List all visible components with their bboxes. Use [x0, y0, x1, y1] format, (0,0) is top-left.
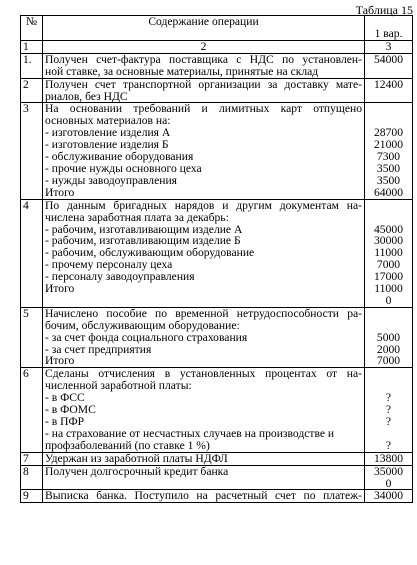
description-line — [45, 478, 362, 490]
value-line: 7300 — [376, 150, 401, 164]
row-number: 1. — [21, 53, 43, 78]
value-line: 35000 — [374, 464, 403, 478]
value-line — [367, 200, 410, 212]
value-line: 64000 — [374, 185, 403, 199]
operation-description — [43, 199, 365, 307]
variant-value — [365, 452, 413, 465]
description-line: числена заработная плата за декабрь: — [45, 210, 229, 224]
table-row — [21, 465, 413, 490]
col-number-1: 1 — [21, 40, 43, 53]
value-line: 28700 — [374, 126, 403, 140]
description-line: - прочие нужды основного цеха — [45, 161, 202, 175]
row-number: 9 — [21, 490, 43, 503]
description-line: По данным бригадных нарядов и другим документам на- — [45, 198, 362, 212]
value-line: ? — [385, 438, 392, 452]
description-line: Получен долгосрочный кредит банка — [45, 464, 229, 478]
description-line: - персоналу заводоуправления — [45, 270, 195, 284]
value-line — [367, 308, 410, 320]
table-row — [21, 103, 413, 199]
header-variant-label: 1 вар. — [374, 27, 403, 40]
value-line: 7000 — [376, 258, 401, 272]
variant-value — [365, 199, 413, 307]
value-line: ? — [385, 415, 392, 428]
description-line: - в ФОМС — [45, 403, 96, 417]
row-number: 6 — [21, 368, 43, 452]
description-line: - в ПФР — [45, 415, 85, 428]
description-line: Итого — [45, 185, 75, 199]
column-number-row — [21, 40, 413, 53]
value-line: 3500 — [376, 161, 401, 175]
description-line: - в ФСС — [45, 391, 85, 405]
value-line: 2000 — [376, 342, 401, 356]
table-row — [21, 53, 413, 78]
row-number: 7 — [21, 452, 43, 465]
operation-description — [43, 307, 365, 368]
description-line: - за счет предприятия — [45, 342, 152, 356]
row-number: 8 — [21, 465, 43, 490]
variant-value — [365, 307, 413, 368]
description-line: профзаболеваний (по ставке 1 %) — [45, 438, 210, 452]
description-line: Получен счет-фактура поставщика с НДС по установлен- — [45, 52, 362, 66]
value-line: 34000 — [374, 489, 403, 503]
table-row — [21, 307, 413, 368]
description-line: - за счет фонда социального страхования — [45, 330, 248, 344]
value-line: 7000 — [376, 354, 401, 368]
value-line: 11000 — [374, 282, 403, 296]
value-line: 30000 — [374, 234, 403, 248]
header-row — [21, 16, 413, 41]
variant-value — [365, 78, 413, 103]
description-line: - изготовление изделия А — [45, 126, 171, 140]
table-caption: Таблица 15 — [355, 3, 413, 17]
operation-description — [43, 78, 365, 103]
value-line: 0 — [385, 476, 392, 490]
variant-value — [365, 490, 413, 503]
row-number: 4 — [21, 199, 43, 307]
description-line: Удержан из заработной платы НДФЛ — [45, 451, 228, 465]
description-line: риалов, без НДС — [45, 89, 128, 103]
value-line: 17000 — [374, 270, 403, 284]
value-line: 3500 — [376, 173, 401, 187]
value-line: 5000 — [376, 330, 401, 344]
value-line: 45000 — [374, 222, 403, 236]
col-number-3: 3 — [365, 40, 413, 53]
description-line: Начислено пособие по временной нетрудоспособности ра- — [45, 306, 362, 320]
description-line: - рабочим, обслуживающим оборудование — [45, 246, 255, 260]
header-num: № — [21, 16, 43, 41]
operation-description — [43, 490, 365, 503]
value-line — [367, 212, 410, 224]
description-line: - на страхование от несчастных случаев на производстве и — [45, 426, 335, 440]
operation-description — [43, 465, 365, 490]
value-line: 13800 — [374, 451, 403, 465]
value-line: 54000 — [374, 52, 403, 66]
variant-value — [365, 53, 413, 78]
description-line: - прочему персоналу цеха — [45, 258, 173, 272]
description-line: - изготовление изделия Б — [45, 138, 169, 152]
description-line: численной заработной платы: — [45, 379, 192, 393]
description-line: - обслуживание оборудования — [45, 150, 194, 164]
operation-description — [43, 53, 365, 78]
variant-value — [365, 368, 413, 452]
value-line: 0 — [385, 293, 392, 307]
description-line: Итого — [45, 282, 75, 296]
description-line: основных материалов на: — [45, 114, 171, 128]
description-line: - рабочим, изготавливающим изделие А — [45, 222, 243, 236]
table-row — [21, 490, 413, 503]
description-line: Выписка банка. Поступило на расчетный счет по платеж- — [45, 489, 362, 503]
row-number: 3 — [21, 103, 43, 199]
operations-table — [20, 15, 413, 503]
description-line: На основании требований и лимитных карт отпущено — [45, 102, 362, 116]
description-line: - нужды заводоуправления — [45, 173, 177, 187]
description-line: Сделаны отчисления в установленных процентах от на- — [45, 367, 362, 381]
value-line: ? — [385, 403, 392, 417]
col-number-2: 2 — [43, 40, 365, 53]
operation-description — [43, 368, 365, 452]
header-variant — [365, 16, 413, 41]
description-line — [45, 295, 362, 307]
row-number: 2 — [21, 78, 43, 103]
value-line — [367, 320, 410, 332]
header-content: Содержание операции — [43, 16, 365, 41]
variant-value — [365, 465, 413, 490]
description-line: ной ставке, за основные материалы, принятые на склад — [45, 64, 319, 78]
operation-description — [43, 103, 365, 199]
value-line: 12400 — [374, 77, 403, 91]
table-row — [21, 368, 413, 452]
table-row — [21, 78, 413, 103]
variant-value — [365, 103, 413, 199]
description-line: бочим, обслуживающим оборудование: — [45, 318, 240, 332]
operation-description — [43, 452, 365, 465]
description-line: Итого — [45, 354, 75, 368]
description-line: - рабочим, изготавливающим изделие Б — [45, 234, 241, 248]
value-line: 11000 — [374, 246, 403, 260]
table-row — [21, 452, 413, 465]
table-row — [21, 199, 413, 307]
row-number: 5 — [21, 307, 43, 368]
description-line: Получен счет транспортной организации за доставку мате- — [45, 77, 362, 91]
value-line: ? — [385, 391, 392, 405]
value-line: 21000 — [374, 138, 403, 152]
